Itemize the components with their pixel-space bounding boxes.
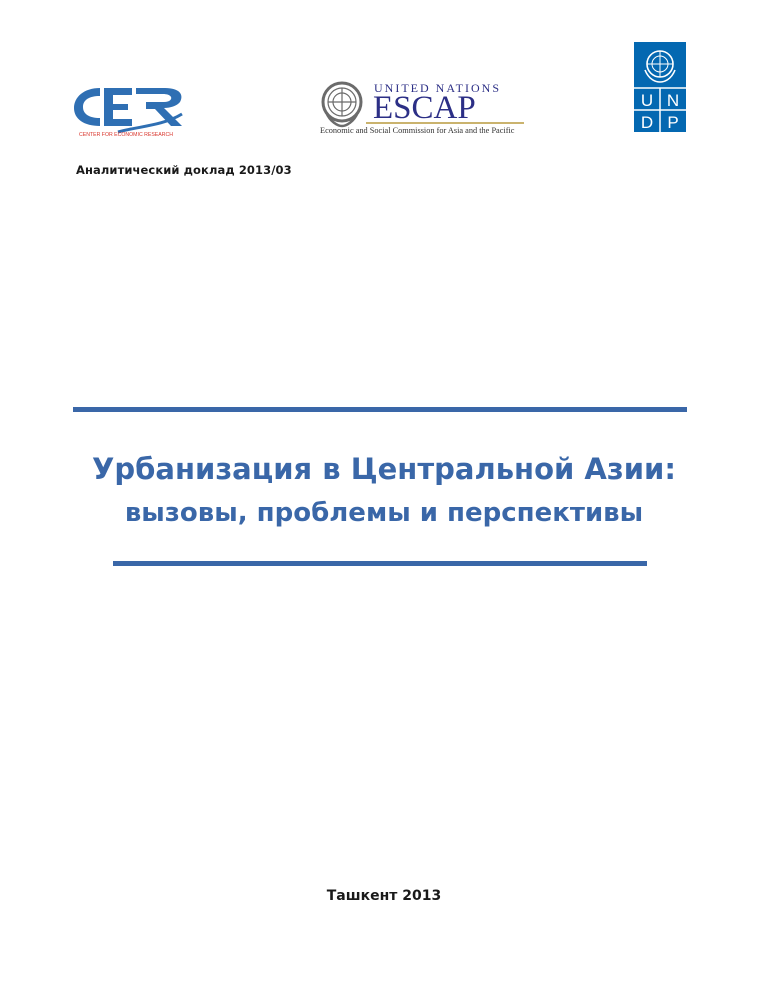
- cer-logo-icon: [70, 80, 188, 140]
- escap-top-text: UNITED NATIONS: [374, 81, 501, 95]
- undp-logo: [634, 42, 686, 132]
- undp-letter-n: N: [666, 91, 680, 110]
- cer-caption: CENTER FOR ECONOMIC RESEARCH: [79, 132, 173, 138]
- undp-letter-d: D: [640, 113, 654, 132]
- escap-logo: [318, 78, 530, 138]
- undp-letter-p: P: [667, 113, 679, 132]
- place-and-year: Ташкент 2013: [326, 888, 442, 904]
- cer-logo: [70, 80, 188, 140]
- undp-letter-u: U: [640, 91, 654, 110]
- title-line-2: вызовы, проблемы и перспективы: [124, 498, 644, 528]
- top-divider: [73, 407, 687, 412]
- bottom-divider: [113, 561, 647, 566]
- escap-caption: Economic and Social Commission for Asia and the Pacific: [320, 126, 515, 135]
- report-number: Аналитический доклад 2013/03: [76, 163, 292, 177]
- title-line-1: Урбанизация в Центральной Азии:: [92, 452, 676, 486]
- escap-name: ESCAP: [373, 90, 476, 126]
- un-emblem-icon: [323, 83, 361, 126]
